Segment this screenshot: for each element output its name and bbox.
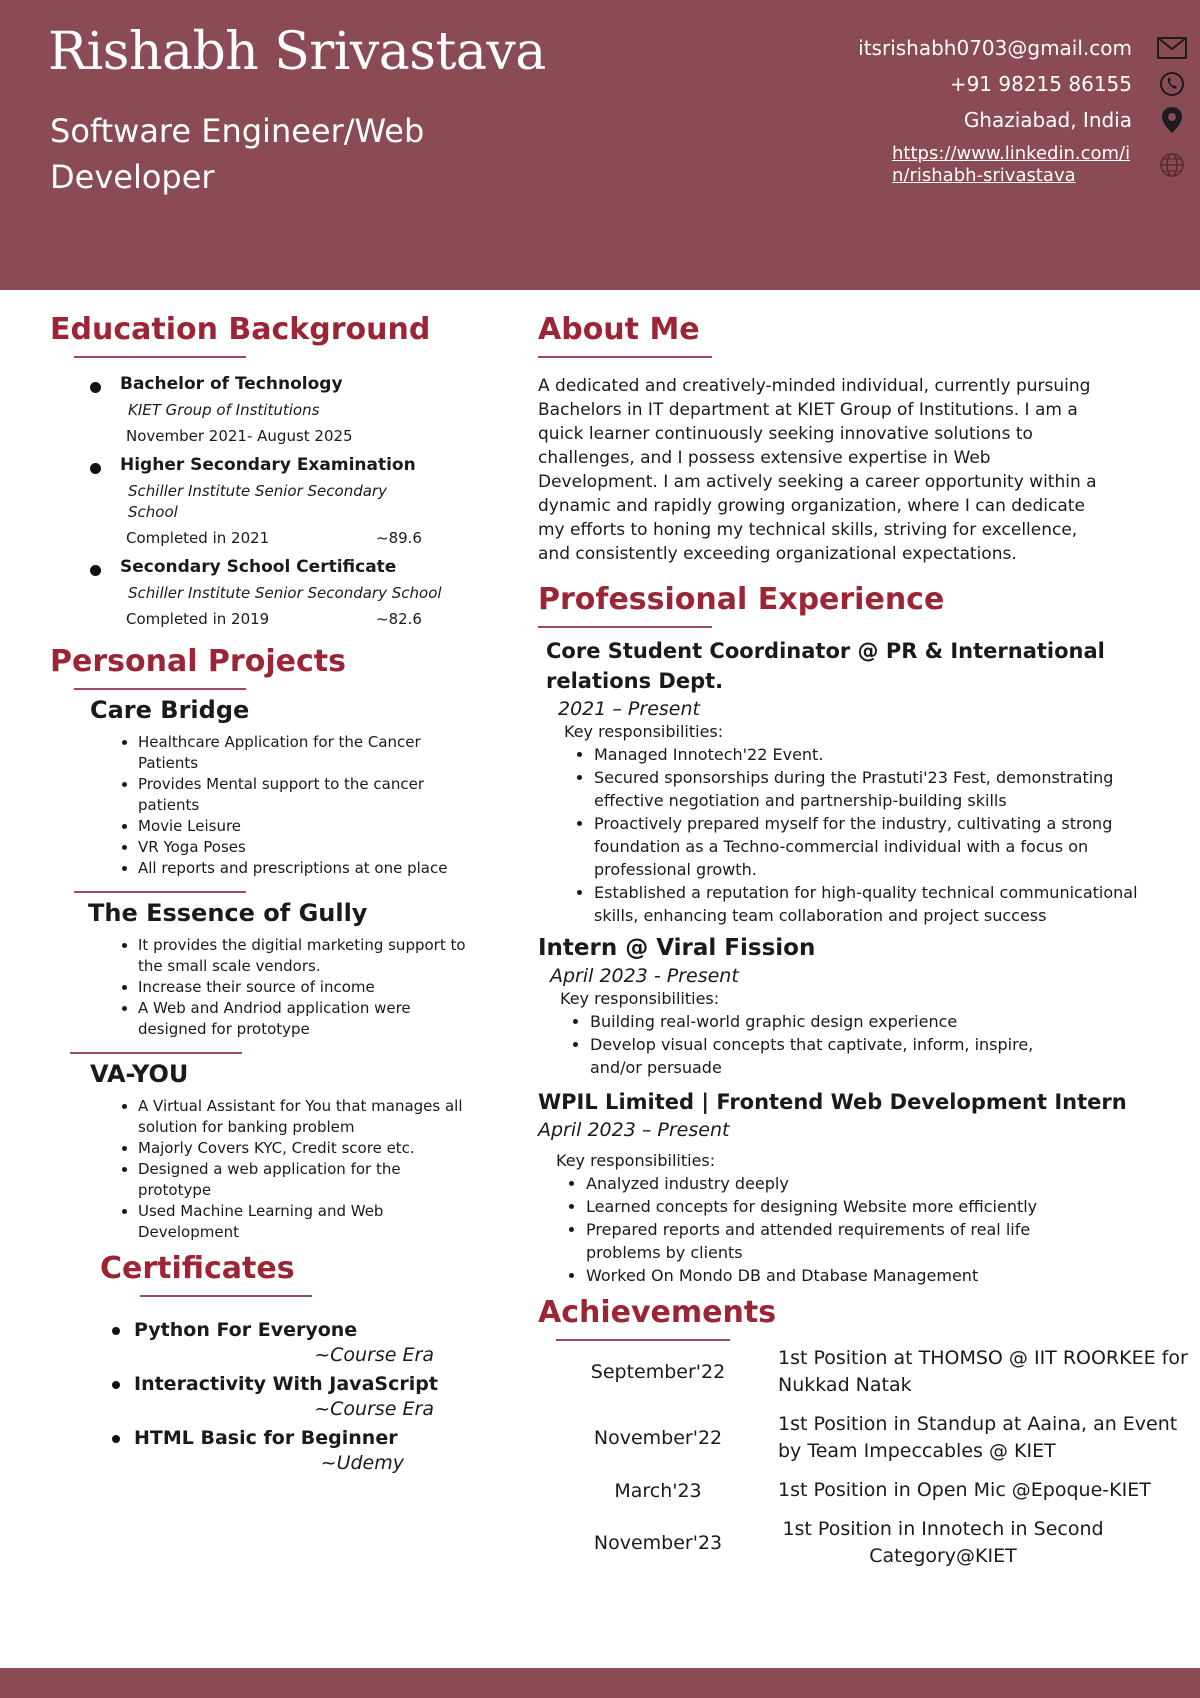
projects-title: Personal Projects (50, 644, 346, 679)
achievement-text: 1st Position in Standup at Aaina, an Event by Team Impeccables @ KIET (778, 1413, 1178, 1462)
list-item: • Proactively prepared myself for the industry, cultivating a strong foundation as a Techno-commercial individual with a focus on professional growth. (594, 812, 1184, 881)
achievement-date: September'22 (590, 1361, 726, 1383)
achievement-row (538, 1516, 1188, 1570)
bullet-icon (112, 1435, 120, 1443)
bullet-icon (90, 463, 101, 474)
globe-icon (1152, 150, 1192, 180)
list-item: • Learned concepts for designing Website more efficiently (586, 1195, 1106, 1218)
list-item: • Develop visual concepts that captivate, inform, inspire, and/or persuade (590, 1033, 1090, 1079)
achievement-date: November'22 (593, 1427, 723, 1449)
project-name: VA-YOU (90, 1060, 189, 1088)
candidate-name: Rishabh Srivastava (48, 22, 546, 82)
footer-bar (0, 1668, 1200, 1698)
achievement-row (538, 1411, 1188, 1465)
list-item: • Increase their source of income (138, 977, 478, 998)
job-date: April 2023 – Present (538, 1119, 730, 1141)
contact-location-row (964, 103, 1200, 137)
education-item (50, 374, 480, 445)
left-column (50, 310, 480, 1479)
list-item: • Established a reputation for high-quality technical communicational skills, enhancing team collaboration and project success (594, 881, 1184, 927)
education-degree: Bachelor of Technology (120, 374, 343, 394)
achievement-text: 1st Position in Innotech in Second Category@KIET (782, 1518, 1104, 1567)
job-entry (538, 1087, 1188, 1287)
project-divider (74, 891, 246, 893)
achievement-row (538, 1345, 1188, 1399)
candidate-role: Software Engineer/Web Developer (50, 112, 425, 196)
certificate-name: HTML Basic for Beginner (134, 1427, 398, 1449)
education-date: Completed in 2019 (126, 610, 270, 628)
job-key-label: Key responsibilities: (560, 989, 720, 1008)
education-school: Schiller Institute Senior Secondary School (128, 584, 442, 602)
job-key-label: Key responsibilities: (556, 1151, 716, 1170)
certificates-title: Certificates (100, 1251, 295, 1286)
list-item: • All reports and prescriptions at one place (138, 858, 458, 879)
experience-divider (538, 626, 712, 628)
bullet-icon (90, 382, 101, 393)
job-date: 2021 – Present (558, 698, 700, 720)
certificate-list (50, 1317, 480, 1475)
list-item: • VR Yoga Poses (138, 837, 458, 858)
contact-location: Ghaziabad, India (963, 108, 1132, 132)
achievements-divider (556, 1339, 730, 1341)
education-item (50, 455, 480, 547)
certificate-name: Interactivity With JavaScript (134, 1373, 438, 1395)
contact-linkedin-row (892, 140, 1200, 190)
education-date: Completed in 2021 (126, 529, 270, 547)
bullet-icon (90, 565, 101, 576)
achievement-date: November'23 (593, 1532, 723, 1554)
about-divider (538, 356, 712, 358)
certificate-item (50, 1425, 480, 1475)
phone-icon (1152, 69, 1192, 99)
job-entry (538, 933, 1188, 1079)
list-item: • Healthcare Application for the Cancer Patients (138, 732, 458, 774)
job-points (568, 1010, 1090, 1079)
list-item: • It provides the digitial marketing support to the small scale vendors. (138, 935, 478, 977)
job-title: Intern @ Viral Fission (538, 935, 816, 961)
project-points (120, 935, 478, 1040)
certificates-divider (140, 1295, 312, 1297)
education-title: Education Background (50, 312, 431, 347)
certificate-item (50, 1317, 480, 1367)
education-item (50, 557, 480, 628)
achievement-row (538, 1477, 1188, 1504)
list-item: • A Virtual Assistant for You that manages all solution for banking problem (138, 1096, 478, 1138)
certificate-issuer: ~Course Era (314, 1344, 434, 1366)
job-date: April 2023 - Present (550, 965, 739, 987)
list-item: • Provides Mental support to the cancer patients (138, 774, 458, 816)
education-score: ~89.6 (376, 529, 422, 547)
education-divider (74, 356, 246, 358)
list-item: • A Web and Andriod application were designed for prototype (138, 998, 478, 1040)
contact-email-row (858, 31, 1200, 65)
education-school: Schiller Institute Senior Secondary School (128, 482, 387, 521)
job-entry (546, 636, 1188, 927)
contact-phone-row (950, 67, 1200, 101)
achievement-date: March'23 (614, 1479, 702, 1502)
project-name: The Essence of Gully (88, 899, 368, 927)
right-column (538, 310, 1188, 1582)
education-degree: Secondary School Certificate (120, 557, 397, 577)
education-date: November 2021- August 2025 (126, 427, 353, 445)
linkedin-link[interactable]: https://www.linkedin.com/in/rishabh-srivastava (892, 143, 1131, 186)
list-item: • Movie Leisure (138, 816, 458, 837)
project-points (120, 732, 458, 879)
bullet-icon (112, 1381, 120, 1389)
education-degree: Higher Secondary Examination (120, 455, 416, 475)
resume-header (0, 0, 1200, 290)
about-text: A dedicated and creatively-minded individual, currently pursuing Bachelors in IT department at KIET Group of Institutions. I am a quick learner continuously seeking innovative solutions to challenges, and I possess extensive expertise in Web Development. I am actively seeking a career opportunity within a dynamic and rapidly growing organization, where I can dedicate my efforts to honing my technical skills, striving for excellence, and consistently exceeding organizational expectations. (538, 376, 1097, 564)
education-score: ~82.6 (376, 610, 422, 628)
project-divider (70, 1052, 242, 1054)
certificate-issuer: ~Course Era (314, 1398, 434, 1420)
list-item: • Secured sponsorships during the Prastuti'23 Fest, demonstrating effective negotiation and partnership-building skills (594, 766, 1184, 812)
job-title: Core Student Coordinator @ PR & International relations Dept. (546, 639, 1105, 693)
list-item: • Designed a web application for the prototype (138, 1159, 478, 1201)
list-item: • Analyzed industry deeply (586, 1172, 1106, 1195)
mail-icon (1152, 33, 1192, 63)
list-item: • Managed Innotech'22 Event. (594, 743, 1184, 766)
certificate-name: Python For Everyone (134, 1319, 358, 1341)
contact-phone: +91 98215 86155 (949, 72, 1132, 96)
list-item: • Building real-world graphic design experience (590, 1010, 1090, 1033)
list-item: • Prepared reports and attended requirements of real life problems by clients (586, 1218, 1106, 1264)
project-points (120, 1096, 478, 1243)
job-points (564, 1172, 1106, 1287)
certificate-item (50, 1371, 480, 1421)
contact-email[interactable]: itsrishabh0703@gmail.com (858, 36, 1132, 60)
projects-divider (74, 688, 246, 690)
project-name: Care Bridge (90, 696, 250, 724)
experience-title: Professional Experience (538, 582, 945, 617)
location-pin-icon (1152, 105, 1192, 135)
about-title: About Me (538, 312, 700, 347)
list-item: • Majorly Covers KYC, Credit score etc. (138, 1138, 478, 1159)
job-key-label: Key responsibilities: (564, 722, 724, 741)
bullet-icon (112, 1327, 120, 1335)
certificate-issuer: ~Udemy (320, 1452, 404, 1474)
job-title: WPIL Limited | Frontend Web Development Intern (538, 1090, 1127, 1114)
education-school: KIET Group of Institutions (128, 401, 320, 419)
achievement-text: 1st Position at THOMSO @ IIT ROORKEE for Nukkad Natak (778, 1347, 1188, 1396)
list-item: • Used Machine Learning and Web Development (138, 1201, 478, 1243)
achievements-title: Achievements (538, 1295, 777, 1330)
achievement-text: 1st Position in Open Mic @Epoque-KIET (778, 1479, 1151, 1501)
list-item: • Worked On Mondo DB and Dtabase Management (586, 1264, 1106, 1287)
job-points (572, 743, 1184, 927)
